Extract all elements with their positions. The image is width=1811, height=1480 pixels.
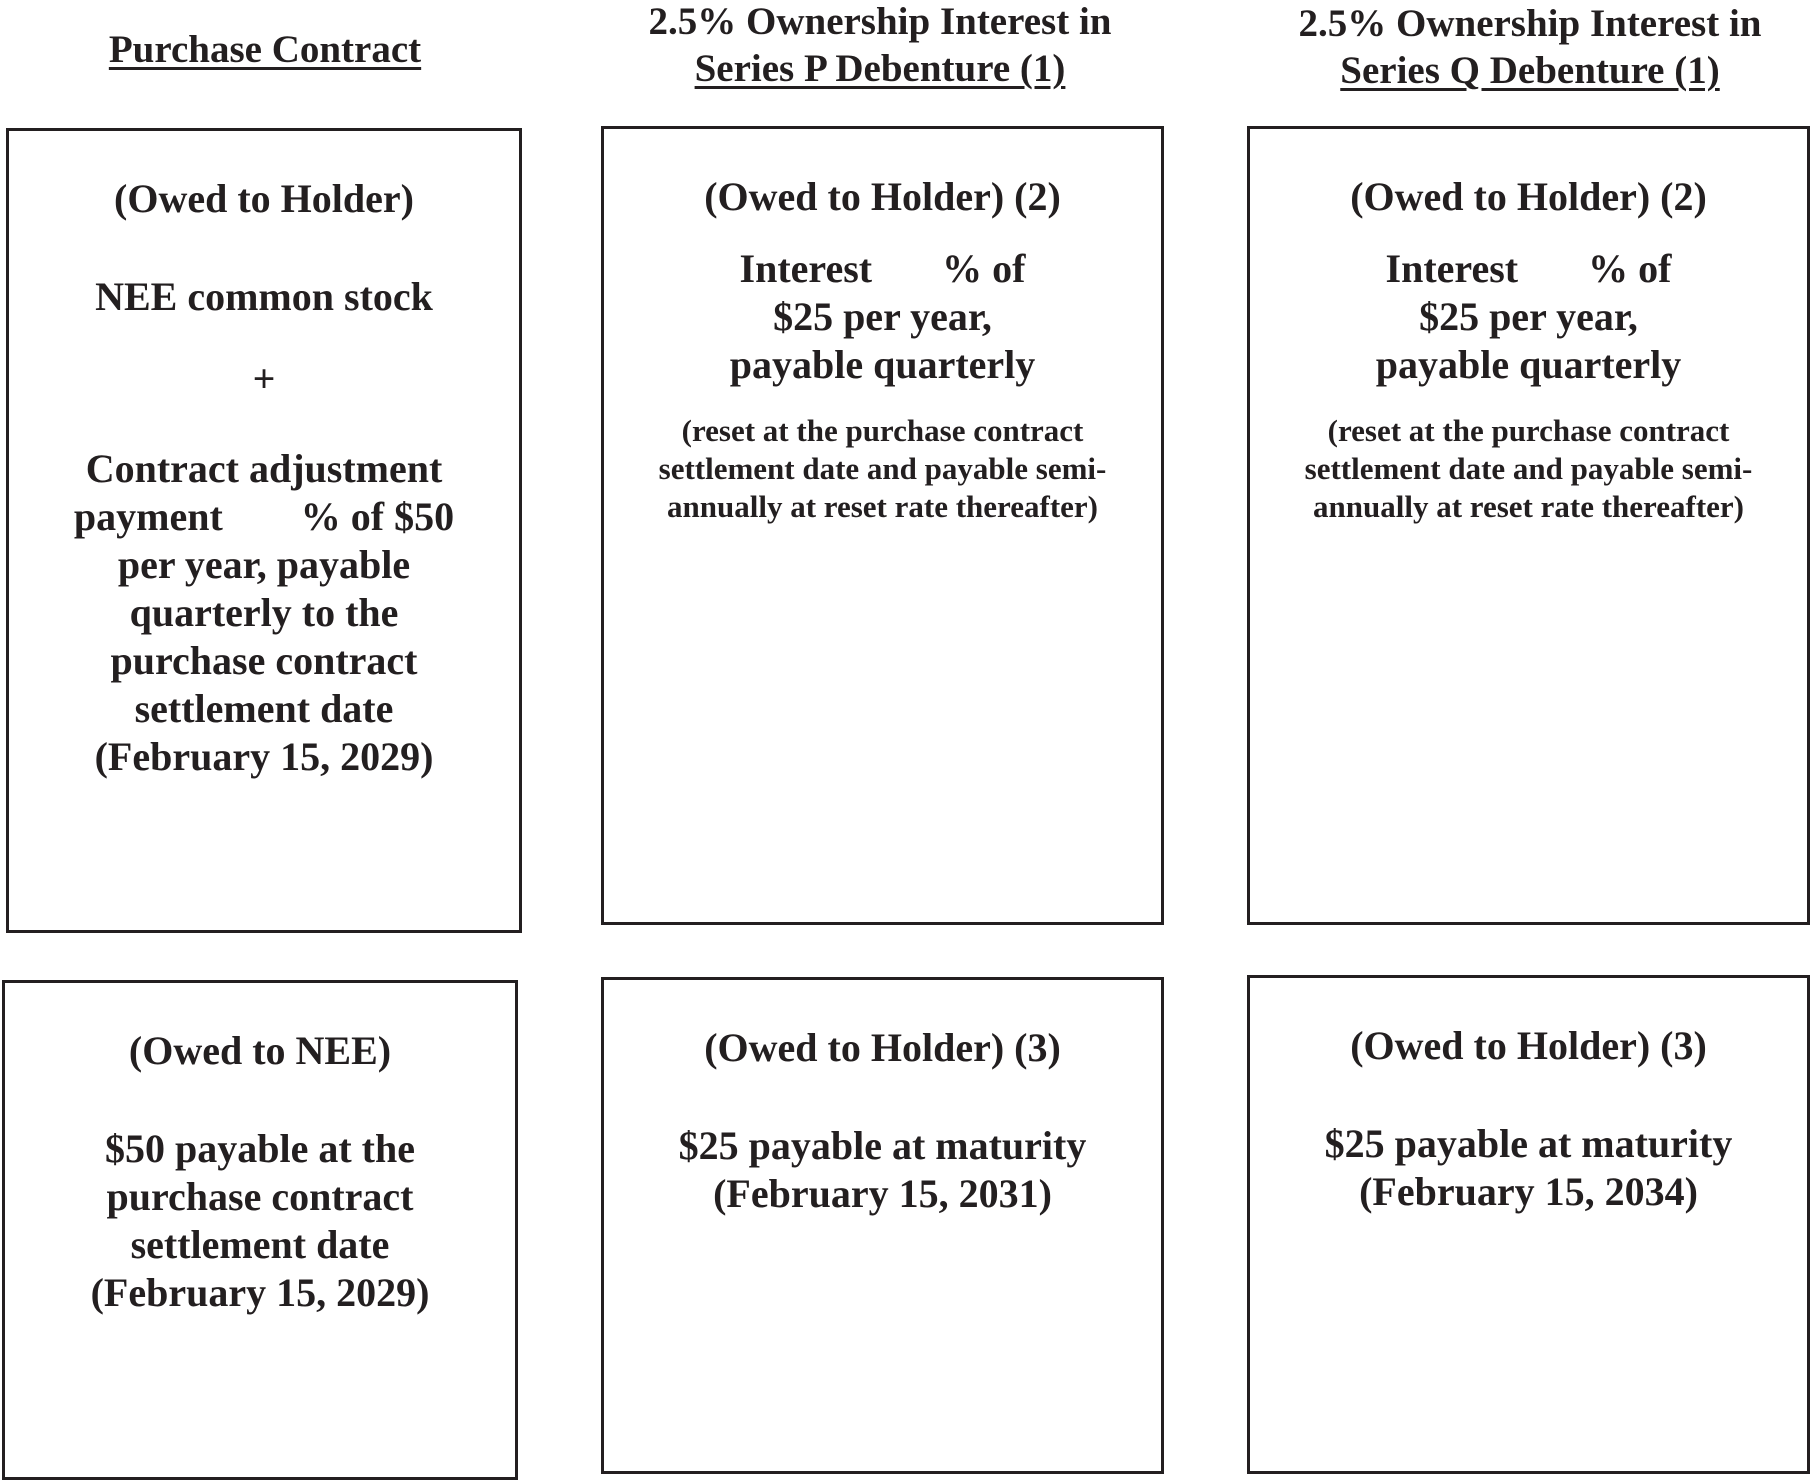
box-series-p-interest [601, 126, 1164, 925]
interest-line2: $25 per year, [1419, 294, 1638, 339]
settlement-line2: purchase contract [106, 1174, 414, 1219]
maturity-date: (February 15, 2031) [713, 1171, 1052, 1216]
interest-line2: $25 per year, [773, 294, 992, 339]
interest-percent-of: % of [1588, 246, 1672, 291]
owed-to-holder-3-label: (Owed to Holder) (3) [704, 1025, 1061, 1070]
adjustment-line5: purchase contract [110, 638, 418, 683]
box-purchase-contract-owed-to-holder [6, 128, 522, 933]
owed-to-holder-label: (Owed to Holder) [114, 176, 414, 221]
reset-line3: annually at reset rate thereafter) [667, 489, 1098, 524]
box-series-p-principal [601, 977, 1164, 1474]
header-purchase-contract [0, 26, 530, 73]
box-purchase-contract-owed-to-nee [2, 980, 518, 1480]
owed-to-nee-label: (Owed to NEE) [128, 1028, 392, 1073]
owed-to-holder-2-label: (Owed to Holder) (2) [1350, 174, 1707, 219]
header-series-q-line1: 2.5% Ownership Interest in [1298, 2, 1762, 45]
interest-percent-of: % of [942, 246, 1026, 291]
adjustment-line2a: payment [73, 494, 223, 539]
adjustment-line3: per year, payable [117, 542, 411, 587]
header-series-p-line2: Series P Debenture (1) [694, 47, 1066, 90]
adjustment-line2b: % of $50 [300, 494, 455, 539]
header-series-p-line1: 2.5% Ownership Interest in [648, 0, 1112, 43]
interest-label: Interest [739, 246, 873, 291]
owed-to-holder-3-label: (Owed to Holder) (3) [1350, 1023, 1707, 1068]
reset-line2: settlement date and payable semi- [1304, 451, 1753, 486]
header-series-p [560, 0, 1200, 92]
header-purchase-contract-title: Purchase Contract [108, 28, 422, 71]
interest-line1 [604, 245, 1161, 293]
settlement-line3: settlement date [130, 1222, 390, 1267]
box-series-q-principal [1247, 975, 1810, 1474]
owed-to-holder-2-label: (Owed to Holder) (2) [704, 174, 1061, 219]
box-series-q-interest [1247, 126, 1810, 925]
settlement-line4: (February 15, 2029) [90, 1270, 430, 1315]
interest-line3: payable quarterly [1375, 342, 1682, 387]
adjustment-line7: (February 15, 2029) [94, 734, 434, 779]
adjustment-line1: Contract adjustment [85, 446, 443, 491]
interest-label: Interest [1385, 246, 1519, 291]
reset-line1: (reset at the purchase contract [1327, 413, 1730, 448]
reset-line1: (reset at the purchase contract [681, 413, 1084, 448]
plus-sign: + [252, 356, 276, 401]
maturity-date: (February 15, 2034) [1359, 1169, 1698, 1214]
maturity-line1: $25 payable at maturity [1324, 1121, 1733, 1166]
adjustment-line6: settlement date [134, 686, 394, 731]
settlement-line1: $50 payable at the [105, 1126, 415, 1171]
nee-common-stock: NEE common stock [95, 274, 433, 319]
reset-line3: annually at reset rate thereafter) [1313, 489, 1744, 524]
header-series-q-line2: Series Q Debenture (1) [1340, 49, 1720, 92]
interest-line1 [1250, 245, 1807, 293]
adjustment-line2 [9, 493, 519, 541]
adjustment-line4: quarterly to the [129, 590, 399, 635]
reset-line2: settlement date and payable semi- [658, 451, 1107, 486]
header-series-q [1205, 0, 1811, 94]
maturity-line1: $25 payable at maturity [678, 1123, 1087, 1168]
interest-line3: payable quarterly [729, 342, 1036, 387]
